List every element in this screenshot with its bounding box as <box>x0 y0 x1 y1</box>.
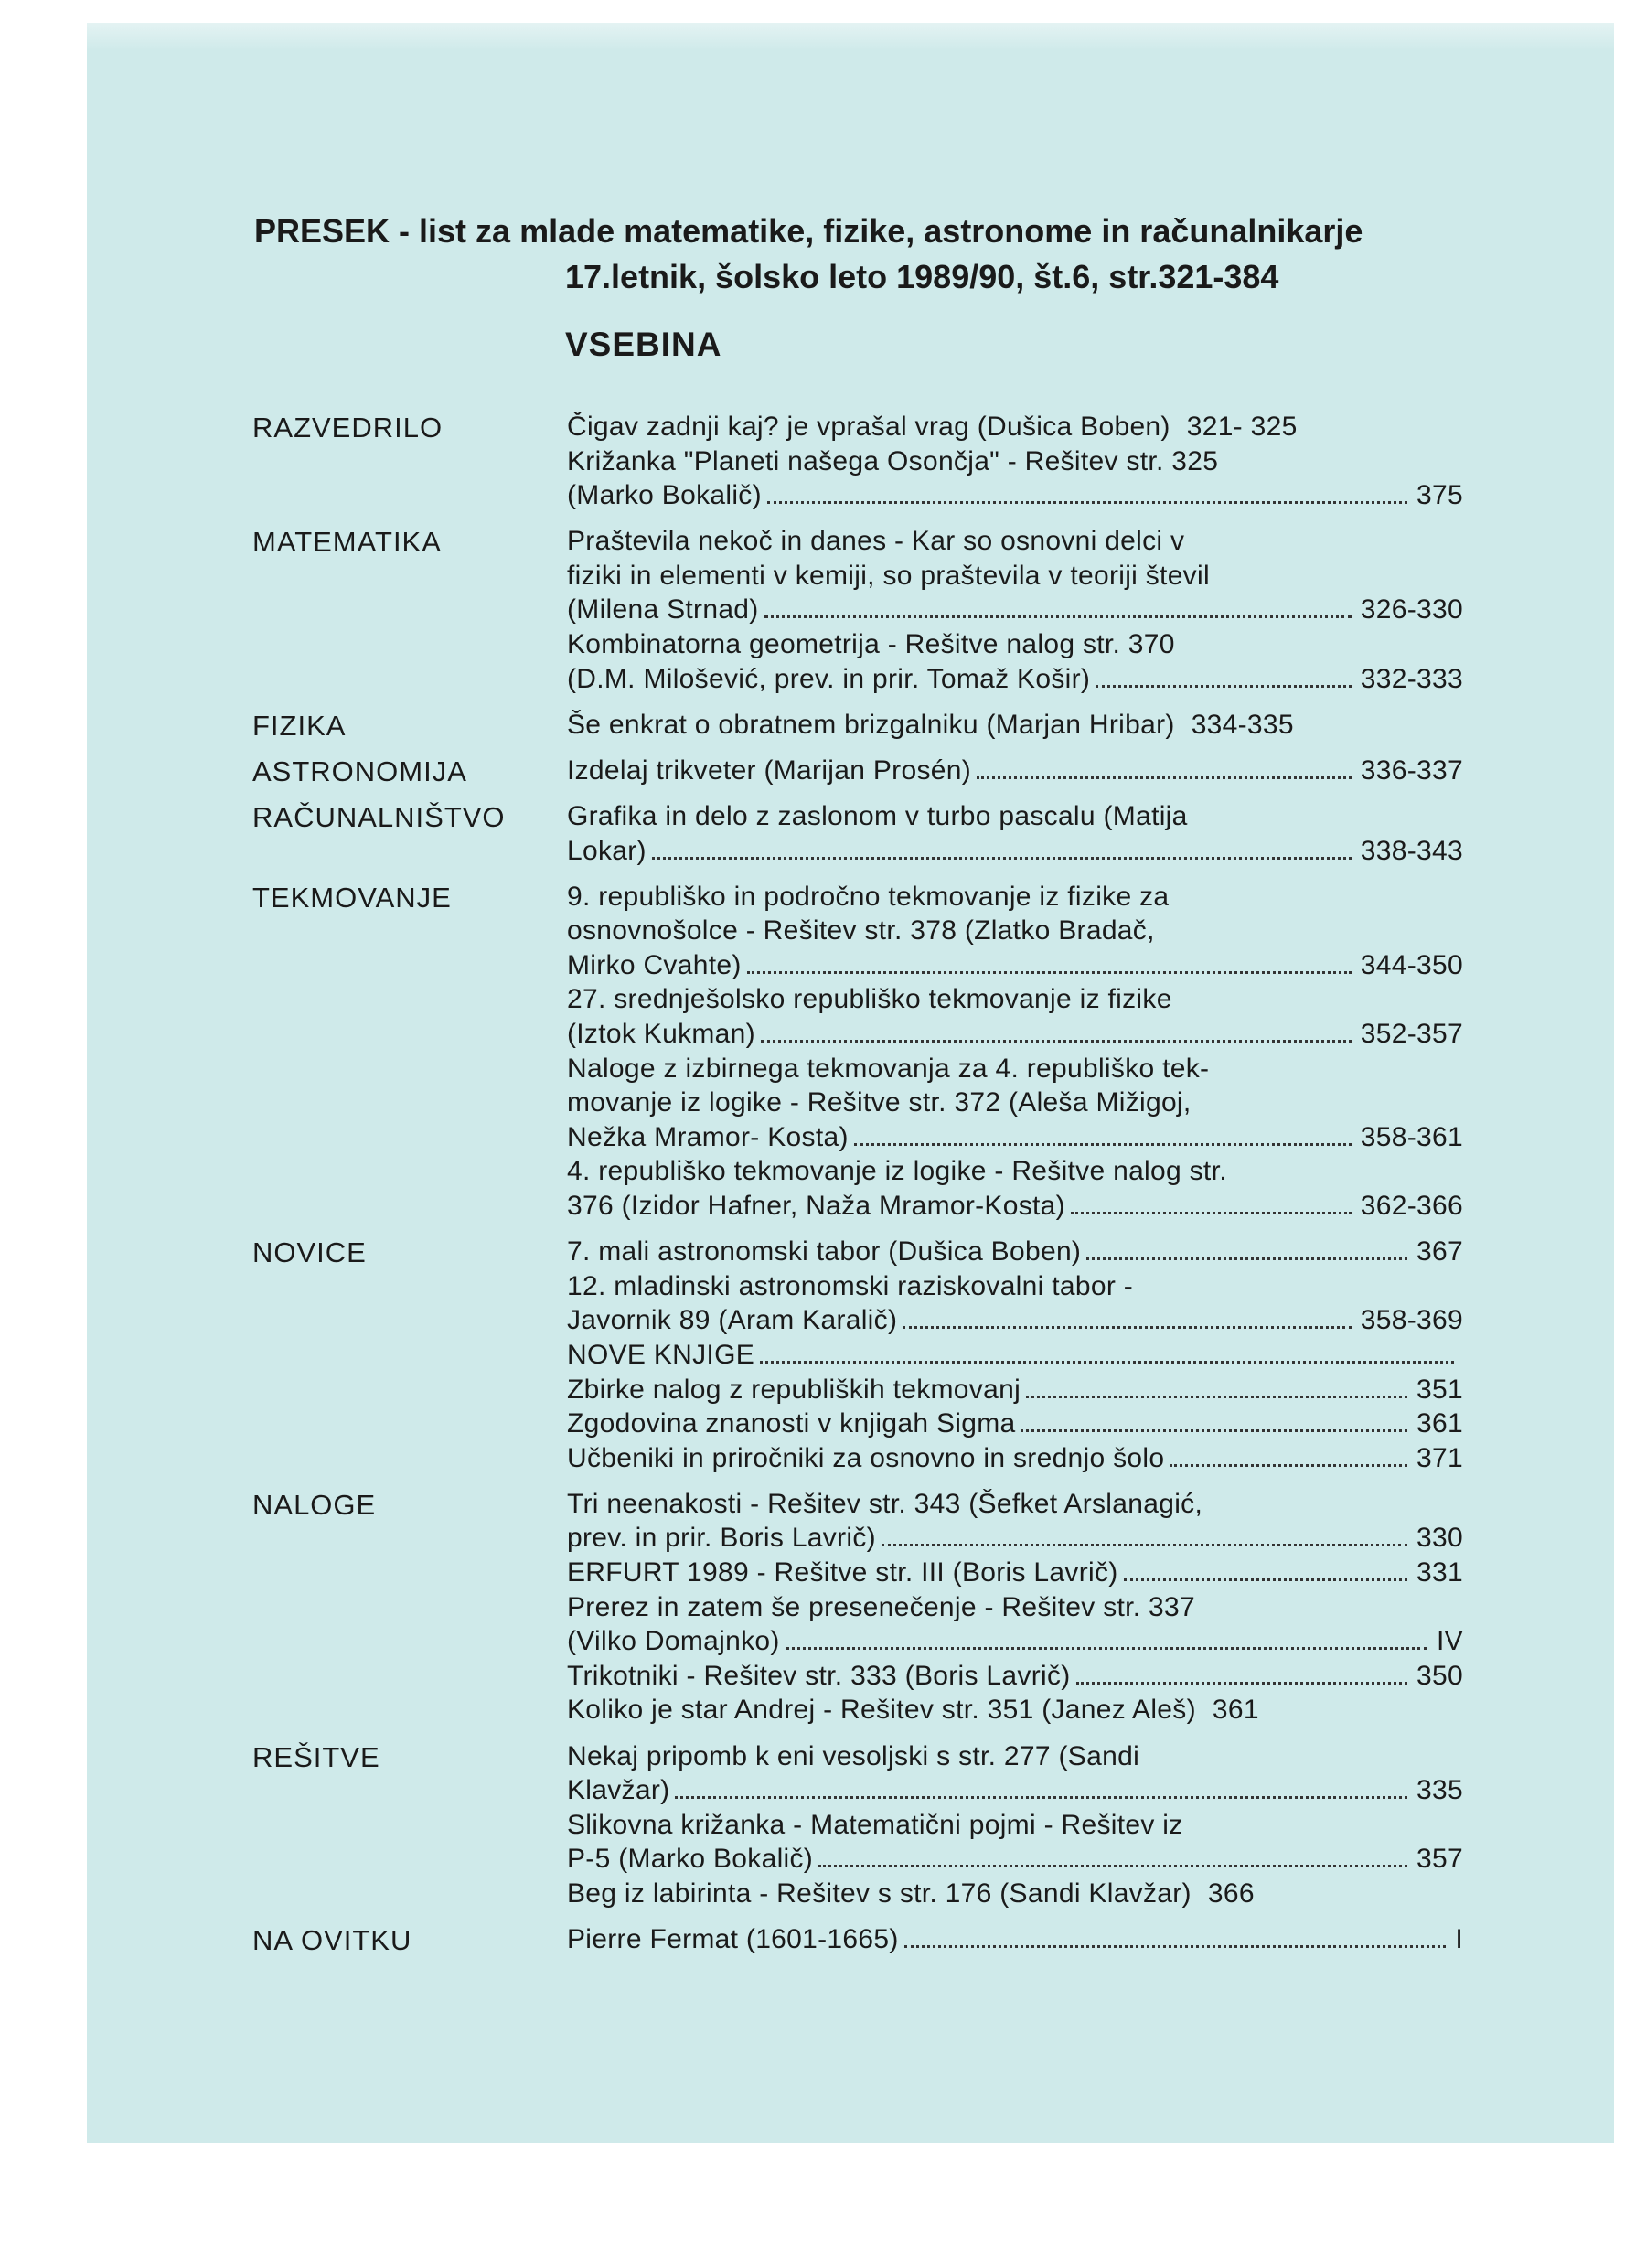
entry-text: osnovnošolce - Rešitev str. 378 (Zlatko Bradač, <box>567 915 1155 947</box>
entry-text: ERFURT 1989 - Rešitve str. III (Boris Lavrič) <box>567 1557 1118 1589</box>
page-number: 361 <box>1212 1695 1259 1726</box>
entry-text: Lokar) <box>567 835 647 866</box>
toc-line <box>567 1659 1463 1694</box>
entry-text: Naloge z izbirnega tekmovanja za 4. republiško tek- <box>567 1053 1210 1084</box>
entry-text: Mirko Cvahte) <box>567 949 742 980</box>
section-category: FIZIKA <box>252 709 347 742</box>
toc-line <box>567 1338 1463 1373</box>
dot-leader <box>760 1361 1454 1364</box>
section-category: ASTRONOMIJA <box>252 754 467 787</box>
toc-line <box>567 914 1463 948</box>
dot-leader <box>854 1143 1352 1146</box>
entry-text: Beg iz labirinta - Rešitev s str. 176 (Sandi Klavžar) <box>567 1878 1192 1909</box>
toc-line <box>567 880 1463 915</box>
page-number: 361 <box>1416 1408 1463 1439</box>
entry-text: 4. republiško tekmovanje iz logike - Rešitve nalog str. <box>567 1156 1227 1187</box>
entry-text: (Marko Bokalič) <box>567 480 762 511</box>
section-category: TEKMOVANJE <box>252 881 452 914</box>
entry-text: Nekaj pripomb k eni vesoljski s str. 277 (Sandi <box>567 1740 1140 1771</box>
page-number: 344-350 <box>1360 949 1463 980</box>
page-number: 375 <box>1416 480 1463 511</box>
page-number: 366 <box>1207 1878 1255 1909</box>
toc-line <box>567 524 1463 559</box>
entry-text: Trikotniki - Rešitev str. 333 (Boris Lavrič) <box>567 1660 1071 1691</box>
toc-line <box>567 478 1463 513</box>
entry-text: Izdelaj trikveter (Marijan Prosén) <box>567 754 972 786</box>
entry-text: movanje iz logike - Rešitve str. 372 (Aleša Mižigoj, <box>567 1087 1192 1118</box>
page-number: 335 <box>1416 1775 1463 1806</box>
toc-line <box>567 799 1463 834</box>
entry-text: Čigav zadnji kaj? je vprašal vrag (Dušica Boben) <box>567 412 1170 442</box>
entry-text: Tri neenakosti - Rešitev str. 343 (Šefket Arslanagić, <box>567 1488 1203 1519</box>
page-number: 358-361 <box>1360 1121 1463 1152</box>
entry-text: Praštevila nekoč in danes - Kar so osnovni delci v <box>567 526 1185 557</box>
toc-line <box>567 1373 1463 1407</box>
section-entries <box>567 1235 1463 1475</box>
entry-text: Grafika in delo z zaslonom v turbo pascalu (Matija <box>567 801 1188 831</box>
entry-text: 7. mali astronomski tabor (Dušica Boben) <box>567 1236 1082 1268</box>
page-number: 367 <box>1416 1236 1463 1268</box>
page-sheet-edge <box>87 23 1614 50</box>
entry-text: Klavžar) <box>567 1775 670 1806</box>
toc-line <box>567 1556 1463 1590</box>
entry-text: Koliko je star Andrej - Rešitev str. 351 (Janez Aleš) <box>567 1695 1196 1726</box>
dot-leader <box>1096 685 1352 688</box>
page-number: 338-343 <box>1360 835 1463 866</box>
dot-leader <box>882 1544 1407 1546</box>
toc-line <box>567 444 1463 479</box>
entry-text: Zgodovina znanosti v knjigah Sigma <box>567 1408 1016 1439</box>
section-category: RAČUNALNIŠTVO <box>252 801 506 833</box>
entry-text: 12. mladinski astronomski raziskovalni tabor - <box>567 1270 1134 1301</box>
entry-text: (Vilko Domajnko) <box>567 1626 780 1657</box>
toc-line <box>567 1189 1463 1224</box>
entry-text: (Milena Strnad) <box>567 594 759 626</box>
page-number: 371 <box>1416 1442 1463 1473</box>
page-number: 362-366 <box>1360 1191 1463 1222</box>
section-entries <box>567 799 1463 868</box>
dot-leader <box>1076 1682 1407 1685</box>
section-category: MATEMATIKA <box>252 526 442 559</box>
page-number: 334-335 <box>1191 709 1294 740</box>
toc-line <box>567 1922 1463 1957</box>
toc-line <box>567 1407 1463 1441</box>
toc-line <box>567 1269 1463 1304</box>
section-category: NOVICE <box>252 1236 367 1269</box>
toc-line <box>567 1808 1463 1843</box>
toc-line <box>567 559 1463 594</box>
page-number: 351 <box>1416 1374 1463 1405</box>
dot-leader <box>977 776 1352 779</box>
dot-leader <box>1086 1257 1407 1260</box>
header-line-1: PRESEK - list za mlade matematike, fizike, astronome in računalnikarje <box>254 212 1363 250</box>
toc-line <box>567 662 1463 697</box>
entry-text: P-5 (Marko Bokalič) <box>567 1844 814 1875</box>
toc-line <box>567 1052 1463 1086</box>
dot-leader <box>1021 1429 1407 1432</box>
page-number: 358-369 <box>1360 1305 1463 1336</box>
page-number: 326-330 <box>1360 594 1463 626</box>
header-line-2: 17.letnik, šolsko leto 1989/90, št.6, str.321-384 <box>565 258 1279 295</box>
entry-text: Prerez in zatem še presenečenje - Rešitev str. 337 <box>567 1591 1195 1622</box>
toc-line <box>567 1521 1463 1556</box>
section-entries <box>567 1487 1463 1728</box>
entry-text: 376 (Izidor Hafner, Naža Mramor-Kosta) <box>567 1191 1065 1222</box>
page-number: 332-333 <box>1360 663 1463 694</box>
toc-line <box>567 1842 1463 1877</box>
dot-leader <box>675 1796 1407 1799</box>
toc-line <box>567 1120 1463 1155</box>
entry-text: fiziki in elementi v kemiji, so praštevila v teoriji števil <box>567 560 1210 591</box>
toc-line <box>567 1487 1463 1522</box>
page-number: 350 <box>1416 1660 1463 1691</box>
page-number: 352-357 <box>1360 1019 1463 1050</box>
dot-leader <box>1170 1464 1407 1467</box>
toc-line <box>567 754 1463 788</box>
toc-line <box>567 1590 1463 1625</box>
toc-line <box>567 948 1463 983</box>
toc-line <box>567 1624 1463 1659</box>
dot-leader <box>786 1647 1427 1650</box>
toc-line <box>567 1086 1463 1120</box>
toc-line <box>567 1739 1463 1774</box>
entry-text: Kombinatorna geometrija - Rešitve nalog str. 370 <box>567 629 1175 660</box>
entry-text: Nežka Mramor- Kosta) <box>567 1121 849 1152</box>
section-entries <box>567 708 1463 743</box>
dot-leader <box>652 857 1352 860</box>
entry-text: prev. in prir. Boris Lavrič) <box>567 1523 876 1554</box>
entry-text: NOVE KNJIGE <box>567 1339 755 1370</box>
section-category: REŠITVE <box>252 1740 380 1773</box>
section-category: RAZVEDRILO <box>252 412 444 444</box>
dot-leader <box>764 615 1352 618</box>
toc-line <box>567 1877 1463 1911</box>
entry-text: Zbirke nalog z republiških tekmovanj <box>567 1374 1021 1405</box>
toc-line <box>567 834 1463 869</box>
toc-line <box>567 1693 1463 1728</box>
toc-line <box>567 1303 1463 1338</box>
section-entries <box>567 524 1463 696</box>
entry-text: (Iztok Kukman) <box>567 1019 755 1050</box>
page-number: 331 <box>1416 1557 1463 1589</box>
toc-line <box>567 1154 1463 1189</box>
toc-line <box>567 1441 1463 1476</box>
toc-line <box>567 593 1463 627</box>
entry-text: (D.M. Milošević, prev. in prir. Tomaž Košir) <box>567 663 1091 694</box>
section-entries <box>567 754 1463 788</box>
toc-line <box>567 708 1463 743</box>
section-entries <box>567 880 1463 1224</box>
toc-line <box>567 627 1463 662</box>
section-entries <box>567 410 1463 513</box>
page-number: 321- 325 <box>1186 412 1298 442</box>
dot-leader <box>818 1865 1407 1867</box>
page-number: IV <box>1437 1626 1463 1657</box>
dot-leader <box>904 1945 1447 1948</box>
page-number: 330 <box>1416 1523 1463 1554</box>
toc-line <box>567 982 1463 1017</box>
section-category: NALOGE <box>252 1488 377 1521</box>
entry-text: Še enkrat o obratnem brizgalniku (Marjan Hribar) <box>567 709 1175 740</box>
toc-line <box>567 1235 1463 1269</box>
dot-leader <box>747 971 1352 974</box>
entry-text: Pierre Fermat (1601-1665) <box>567 1924 899 1955</box>
toc-line <box>567 1017 1463 1052</box>
dot-leader <box>761 1040 1352 1043</box>
entry-text: Križanka "Planeti našega Osončja" - Rešitev str. 325 <box>567 445 1219 476</box>
dot-leader <box>1026 1396 1407 1398</box>
entry-text: 27. srednješolsko republiško tekmovanje iz fizike <box>567 984 1172 1015</box>
section-entries <box>567 1739 1463 1911</box>
dot-leader <box>903 1326 1352 1329</box>
entry-text: Slikovna križanka - Matematični pojmi - Rešitev iz <box>567 1809 1183 1840</box>
dot-leader <box>1124 1578 1407 1581</box>
toc-line <box>567 1773 1463 1808</box>
dot-leader <box>1071 1212 1352 1214</box>
page-number: 357 <box>1416 1844 1463 1875</box>
entry-text: Javornik 89 (Aram Karalič) <box>567 1305 898 1336</box>
section-entries <box>567 1922 1463 1957</box>
page-number: I <box>1455 1924 1463 1955</box>
entry-text: Učbeniki in priročniki za osnovno in srednjo šolo <box>567 1442 1165 1473</box>
toc-line <box>567 410 1463 444</box>
contents-title: VSEBINA <box>565 326 722 363</box>
dot-leader <box>767 501 1407 504</box>
section-category: NA OVITKU <box>252 1924 412 1957</box>
page-number: 336-337 <box>1360 754 1463 786</box>
entry-text: 9. republiško in področno tekmovanje iz fizike za <box>567 881 1170 912</box>
